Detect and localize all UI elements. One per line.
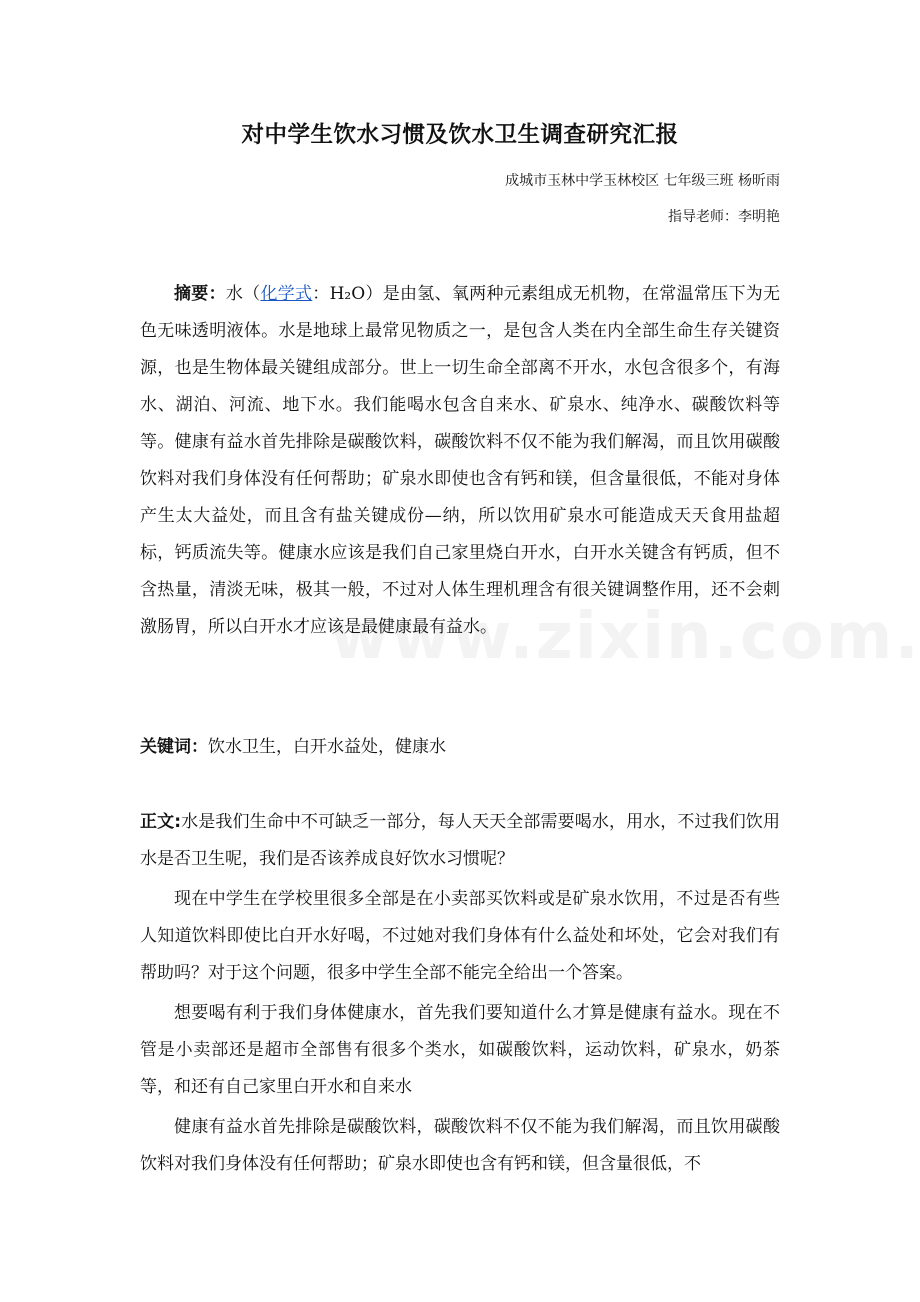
abstract-pre-link: 水（ xyxy=(225,284,261,304)
body-intro-paragraph xyxy=(140,804,780,878)
advisor-line: 指导老师：李明艳 xyxy=(668,209,780,225)
body-label: 正文: xyxy=(140,812,182,832)
abstract-paragraph xyxy=(140,276,780,646)
body-paragraph: 想要喝有利于我们身体健康水，首先我们要知道什么才算是健康有益水。现在不管是小卖部还是超市全部售有很多个类水，如碳酸饮料，运动饮料，矿泉水，奶茶等，和还有自己家里白开水和自来水 xyxy=(140,1003,780,1097)
keywords-section xyxy=(140,729,780,766)
body-intro-text: 水是我们生命中不可缺乏一部分，每人天天全部需要喝水，用水，不过我们饮用水是否卫生呢，我们是否该养成良好饮水习惯呢？ xyxy=(140,812,780,869)
abstract-section xyxy=(140,276,780,646)
chemical-formula-link[interactable]: 化学式 xyxy=(260,284,313,304)
keywords-label: 关键词： xyxy=(140,737,208,757)
abstract-label: 摘要： xyxy=(174,284,226,304)
author-line: 成城市玉林中学玉林校区 七年级三班 杨昕雨 xyxy=(505,173,780,189)
keywords-text: 饮水卫生，白开水益处，健康水 xyxy=(208,737,446,757)
keywords-line xyxy=(140,729,780,766)
body-paragraph: 现在中学生在学校里很多全部是在小卖部买饮料或是矿泉水饮用，不过是否有些人知道饮料即使比白开水好喝，不过她对我们身体有什么益处和坏处，它会对我们有帮助吗？对于这个问题，很多中学生全部不能完全给出一个答案。 xyxy=(140,889,780,983)
abstract-text: ：H₂O）是由氢、氧两种元素组成无机物，在常温常压下为无色无味透明液体。水是地球上最常见物质之一，是包含人类在内全部生命生存关键资源，也是生物体最关键组成部分。世上一切生命全部离不开水，水包含很多个，有海水、湖泊、河流、地下水。我们能喝水包含自来水、矿泉水、纯净水、碳酸饮料等等。健康有益水首先排除是碳酸饮料，碳酸饮料不仅不能为我们解渴，而且饮用碳酸饮料对我们身体没有任何帮助；矿泉水即使也含有钙和镁，但含量很低，不能对身体产生太大益处，而且含有盐关键成份—纳，所以饮用矿泉水可能造成天天食用盐超标，钙质流失等。健康水应该是我们自己家里烧白开水，白开水关键含有钙质，但不含热量，清淡无味，极其一般，不过对人体生理机理含有很关键调整作用，还不会刺激肠胃，所以白开水才应该是最健康最有益水。 xyxy=(140,284,781,637)
body-section xyxy=(140,804,780,1183)
body-paragraph: 健康有益水首先排除是碳酸饮料，碳酸饮料不仅不能为我们解渴，而且饮用碳酸饮料对我们身体没有任何帮助；矿泉水即使也含有钙和镁，但含量很低，不 xyxy=(140,1117,780,1174)
document-title: 对中学生饮水习惯及饮水卫生调查研究汇报 xyxy=(241,122,679,148)
